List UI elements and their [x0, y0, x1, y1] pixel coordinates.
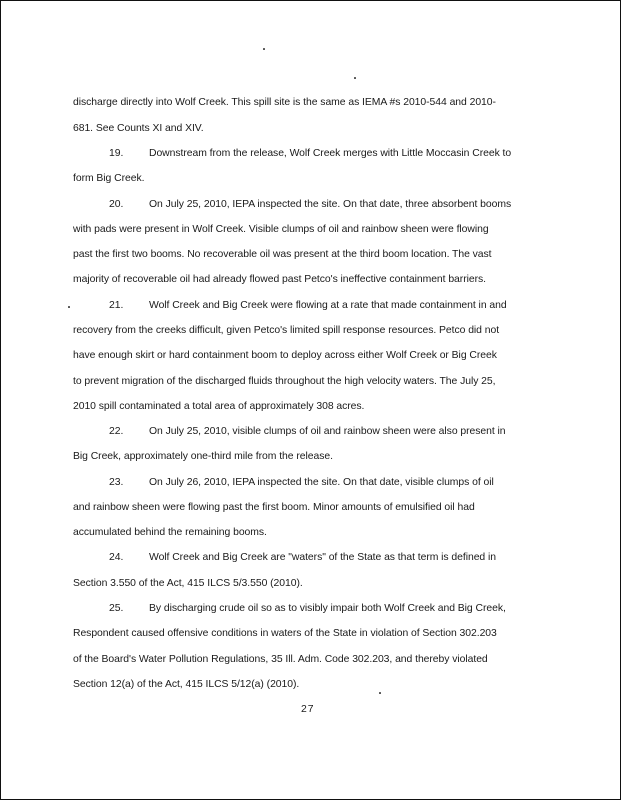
- text-line: and rainbow sheen were flowing past the first boom. Minor amounts of emulsified oil had: [73, 502, 475, 513]
- text-line: Respondent caused offensive conditions in waters of the State in violation of Section 302.203: [73, 628, 497, 639]
- scan-speck: [263, 48, 265, 50]
- text-line: Big Creek, approximately one-third mile from the release.: [73, 451, 333, 462]
- text-line: accumulated behind the remaining booms.: [73, 527, 267, 538]
- text-line: 2010 spill contaminated a total area of approximately 308 acres.: [73, 401, 365, 412]
- paragraph-25: 25. By discharging crude oil so as to visibly impair both Wolf Creek and Big Creek,: [109, 603, 506, 614]
- text-line: have enough skirt or hard containment boom to deploy across either Wolf Creek or Big Creek: [73, 350, 497, 361]
- paragraph-number: 23.: [109, 477, 124, 488]
- page-number: 27: [301, 704, 315, 715]
- text-line: Section 12(a) of the Act, 415 ILCS 5/12(a) (2010).: [73, 679, 300, 690]
- scan-speck: [379, 692, 381, 694]
- paragraph-22: 22. On July 25, 2010, visible clumps of oil and rainbow sheen were also present in: [109, 426, 506, 437]
- paragraph-number: 22.: [109, 426, 124, 437]
- scan-speck: [354, 77, 356, 79]
- text-line: majority of recoverable oil had already flowed past Petco's ineffective containment barriers.: [73, 274, 486, 285]
- paragraph-24: 24. Wolf Creek and Big Creek are "waters" of the State as that term is defined in: [109, 552, 496, 563]
- text-line: with pads were present in Wolf Creek. Visible clumps of oil and rainbow sheen were flowing: [73, 224, 489, 235]
- paragraph-number: 20.: [109, 199, 124, 210]
- text-line: to prevent migration of the discharged fluids throughout the high velocity waters. The July 25,: [73, 376, 496, 387]
- text-line: Section 3.550 of the Act, 415 ILCS 5/3.550 (2010).: [73, 578, 303, 589]
- paragraph-number: 25.: [109, 603, 124, 614]
- paragraph-number: 21.: [109, 300, 124, 311]
- text-line: form Big Creek.: [73, 173, 145, 184]
- scan-speck: [68, 306, 70, 308]
- text-line: of the Board's Water Pollution Regulations, 35 Ill. Adm. Code 302.203, and thereby violated: [73, 654, 488, 665]
- text-line: 681. See Counts XI and XIV.: [73, 123, 204, 134]
- paragraph-19: 19. Downstream from the release, Wolf Creek merges with Little Moccasin Creek to: [109, 148, 512, 159]
- text-line: past the first two booms. No recoverable oil was present at the third boom location. The vast: [73, 249, 492, 260]
- paragraph-number: 19.: [109, 148, 124, 159]
- paragraph-20: 20. On July 25, 2010, IEPA inspected the site. On that date, three absorbent booms: [109, 199, 512, 210]
- text-line: recovery from the creeks difficult, given Petco's limited spill response resources. Petco did not: [73, 325, 500, 336]
- paragraph-number: 24.: [109, 552, 124, 563]
- text-line: discharge directly into Wolf Creek. This spill site is the same as IEMA #s 2010-544 and 2010-: [73, 97, 496, 108]
- paragraph-23: 23. On July 26, 2010, IEPA inspected the site. On that date, visible clumps of oil: [109, 477, 494, 488]
- paragraph-21: 21. Wolf Creek and Big Creek were flowing at a rate that made containment in and: [109, 300, 507, 311]
